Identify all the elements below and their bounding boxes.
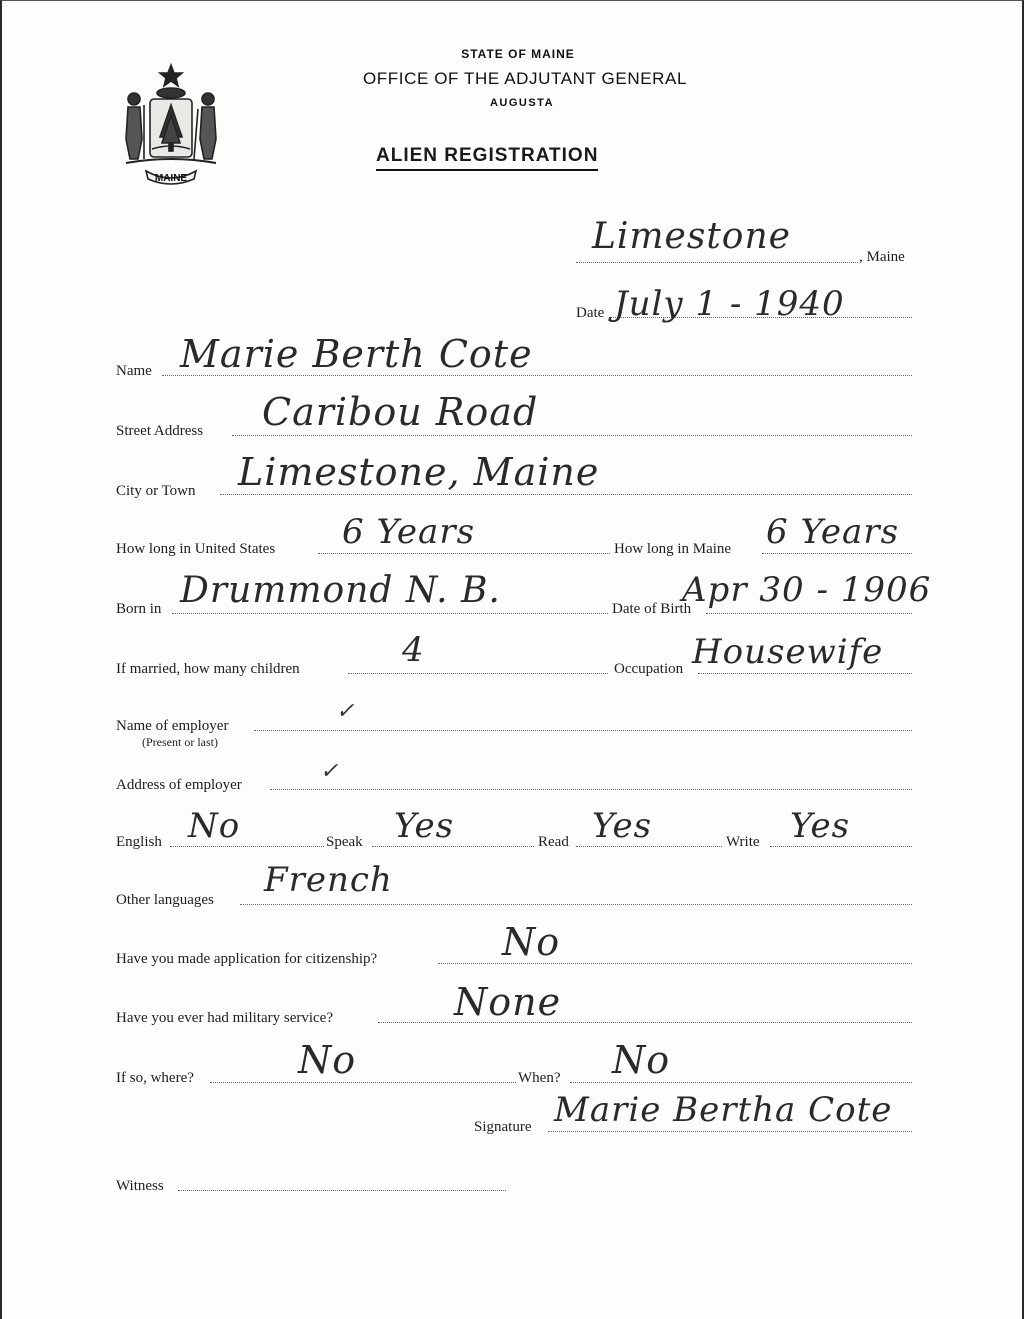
city-or-town-label: City or Town: [116, 483, 196, 499]
speak-label: Speak: [326, 834, 363, 850]
born-in-line: [172, 613, 608, 614]
employer-note-label: (Present or last): [142, 735, 218, 749]
write-label: Write: [726, 834, 760, 850]
how-long-maine-value: 6 Years: [766, 512, 900, 552]
if-so-where-line: [210, 1082, 516, 1083]
english-label: English: [116, 834, 162, 850]
other-languages-value: French: [264, 860, 393, 900]
employer-name-check: ✓: [336, 699, 355, 724]
header-state: STATE OF MAINE: [461, 47, 575, 61]
seal-banner-text: MAINE: [154, 173, 188, 184]
name-label: Name: [116, 363, 152, 379]
military-value: None: [454, 980, 562, 1024]
english-value: No: [188, 806, 241, 846]
witness-line: [178, 1190, 506, 1191]
date-of-birth-line: [706, 613, 912, 614]
maine-suffix-label: , Maine: [859, 249, 905, 265]
header-city: AUGUSTA: [489, 97, 555, 109]
employer-address-line: [270, 789, 912, 790]
read-label: Read: [538, 834, 569, 850]
street-address-label: Street Address: [116, 423, 204, 439]
date-of-birth-value: Apr 30 - 1906: [682, 570, 932, 610]
city-or-town-line: [220, 494, 912, 495]
when-label: When?: [518, 1070, 561, 1086]
when-value: No: [612, 1038, 671, 1082]
write-line: [770, 846, 912, 847]
read-value: Yes: [592, 806, 653, 846]
how-long-us-line: [318, 553, 610, 554]
when-line: [570, 1082, 912, 1083]
occupation-value: Housewife: [692, 632, 884, 672]
street-address-value: Caribou Road: [262, 390, 539, 434]
employer-name-line: [254, 730, 912, 731]
date-label: Date: [576, 305, 605, 321]
employer-address-check: ✓: [320, 759, 339, 784]
city-or-town-value: Limestone, Maine: [238, 450, 600, 494]
header-office: OFFICE OF THE ADJUTANT GENERAL: [362, 69, 688, 88]
children-value: 4: [402, 630, 425, 670]
town-value: Limestone: [592, 216, 791, 257]
how-long-us-value: 6 Years: [342, 512, 476, 552]
how-long-us-label: How long in United States: [116, 541, 276, 557]
employer-address-label: Address of employer: [116, 777, 242, 793]
town-line: [576, 262, 858, 263]
children-label: If married, how many children: [116, 661, 300, 677]
form-title: ALIEN REGISTRATION: [376, 145, 598, 171]
speak-line: [372, 846, 534, 847]
name-value: Marie Berth Cote: [180, 332, 533, 376]
occupation-line: [698, 673, 912, 674]
signature-line: [548, 1131, 912, 1132]
other-languages-line: [240, 904, 912, 905]
occupation-label: Occupation: [614, 661, 684, 677]
signature-label: Signature: [474, 1119, 532, 1135]
date-value: July 1 - 1940: [614, 284, 845, 324]
employer-name-label: Name of employer: [116, 718, 229, 734]
born-in-label: Born in: [116, 601, 162, 617]
born-in-value: Drummond N. B.: [180, 570, 501, 611]
if-so-where-label: If so, where?: [116, 1070, 194, 1086]
english-line: [170, 846, 324, 847]
street-address-line: [232, 435, 912, 436]
signature-value: Marie Bertha Cote: [554, 1090, 893, 1130]
how-long-maine-line: [762, 553, 912, 554]
citizenship-value: No: [502, 920, 561, 964]
military-label: Have you ever had military service?: [116, 1010, 333, 1026]
date-of-birth-label: Date of Birth: [612, 601, 692, 617]
witness-label: Witness: [116, 1178, 164, 1194]
citizenship-label: Have you made application for citizenship?: [116, 951, 378, 967]
write-value: Yes: [790, 806, 851, 846]
if-so-where-value: No: [298, 1038, 357, 1082]
read-line: [576, 846, 722, 847]
how-long-maine-label: How long in Maine: [614, 541, 732, 557]
children-line: [348, 673, 608, 674]
other-languages-label: Other languages: [116, 892, 214, 908]
speak-value: Yes: [394, 806, 455, 846]
